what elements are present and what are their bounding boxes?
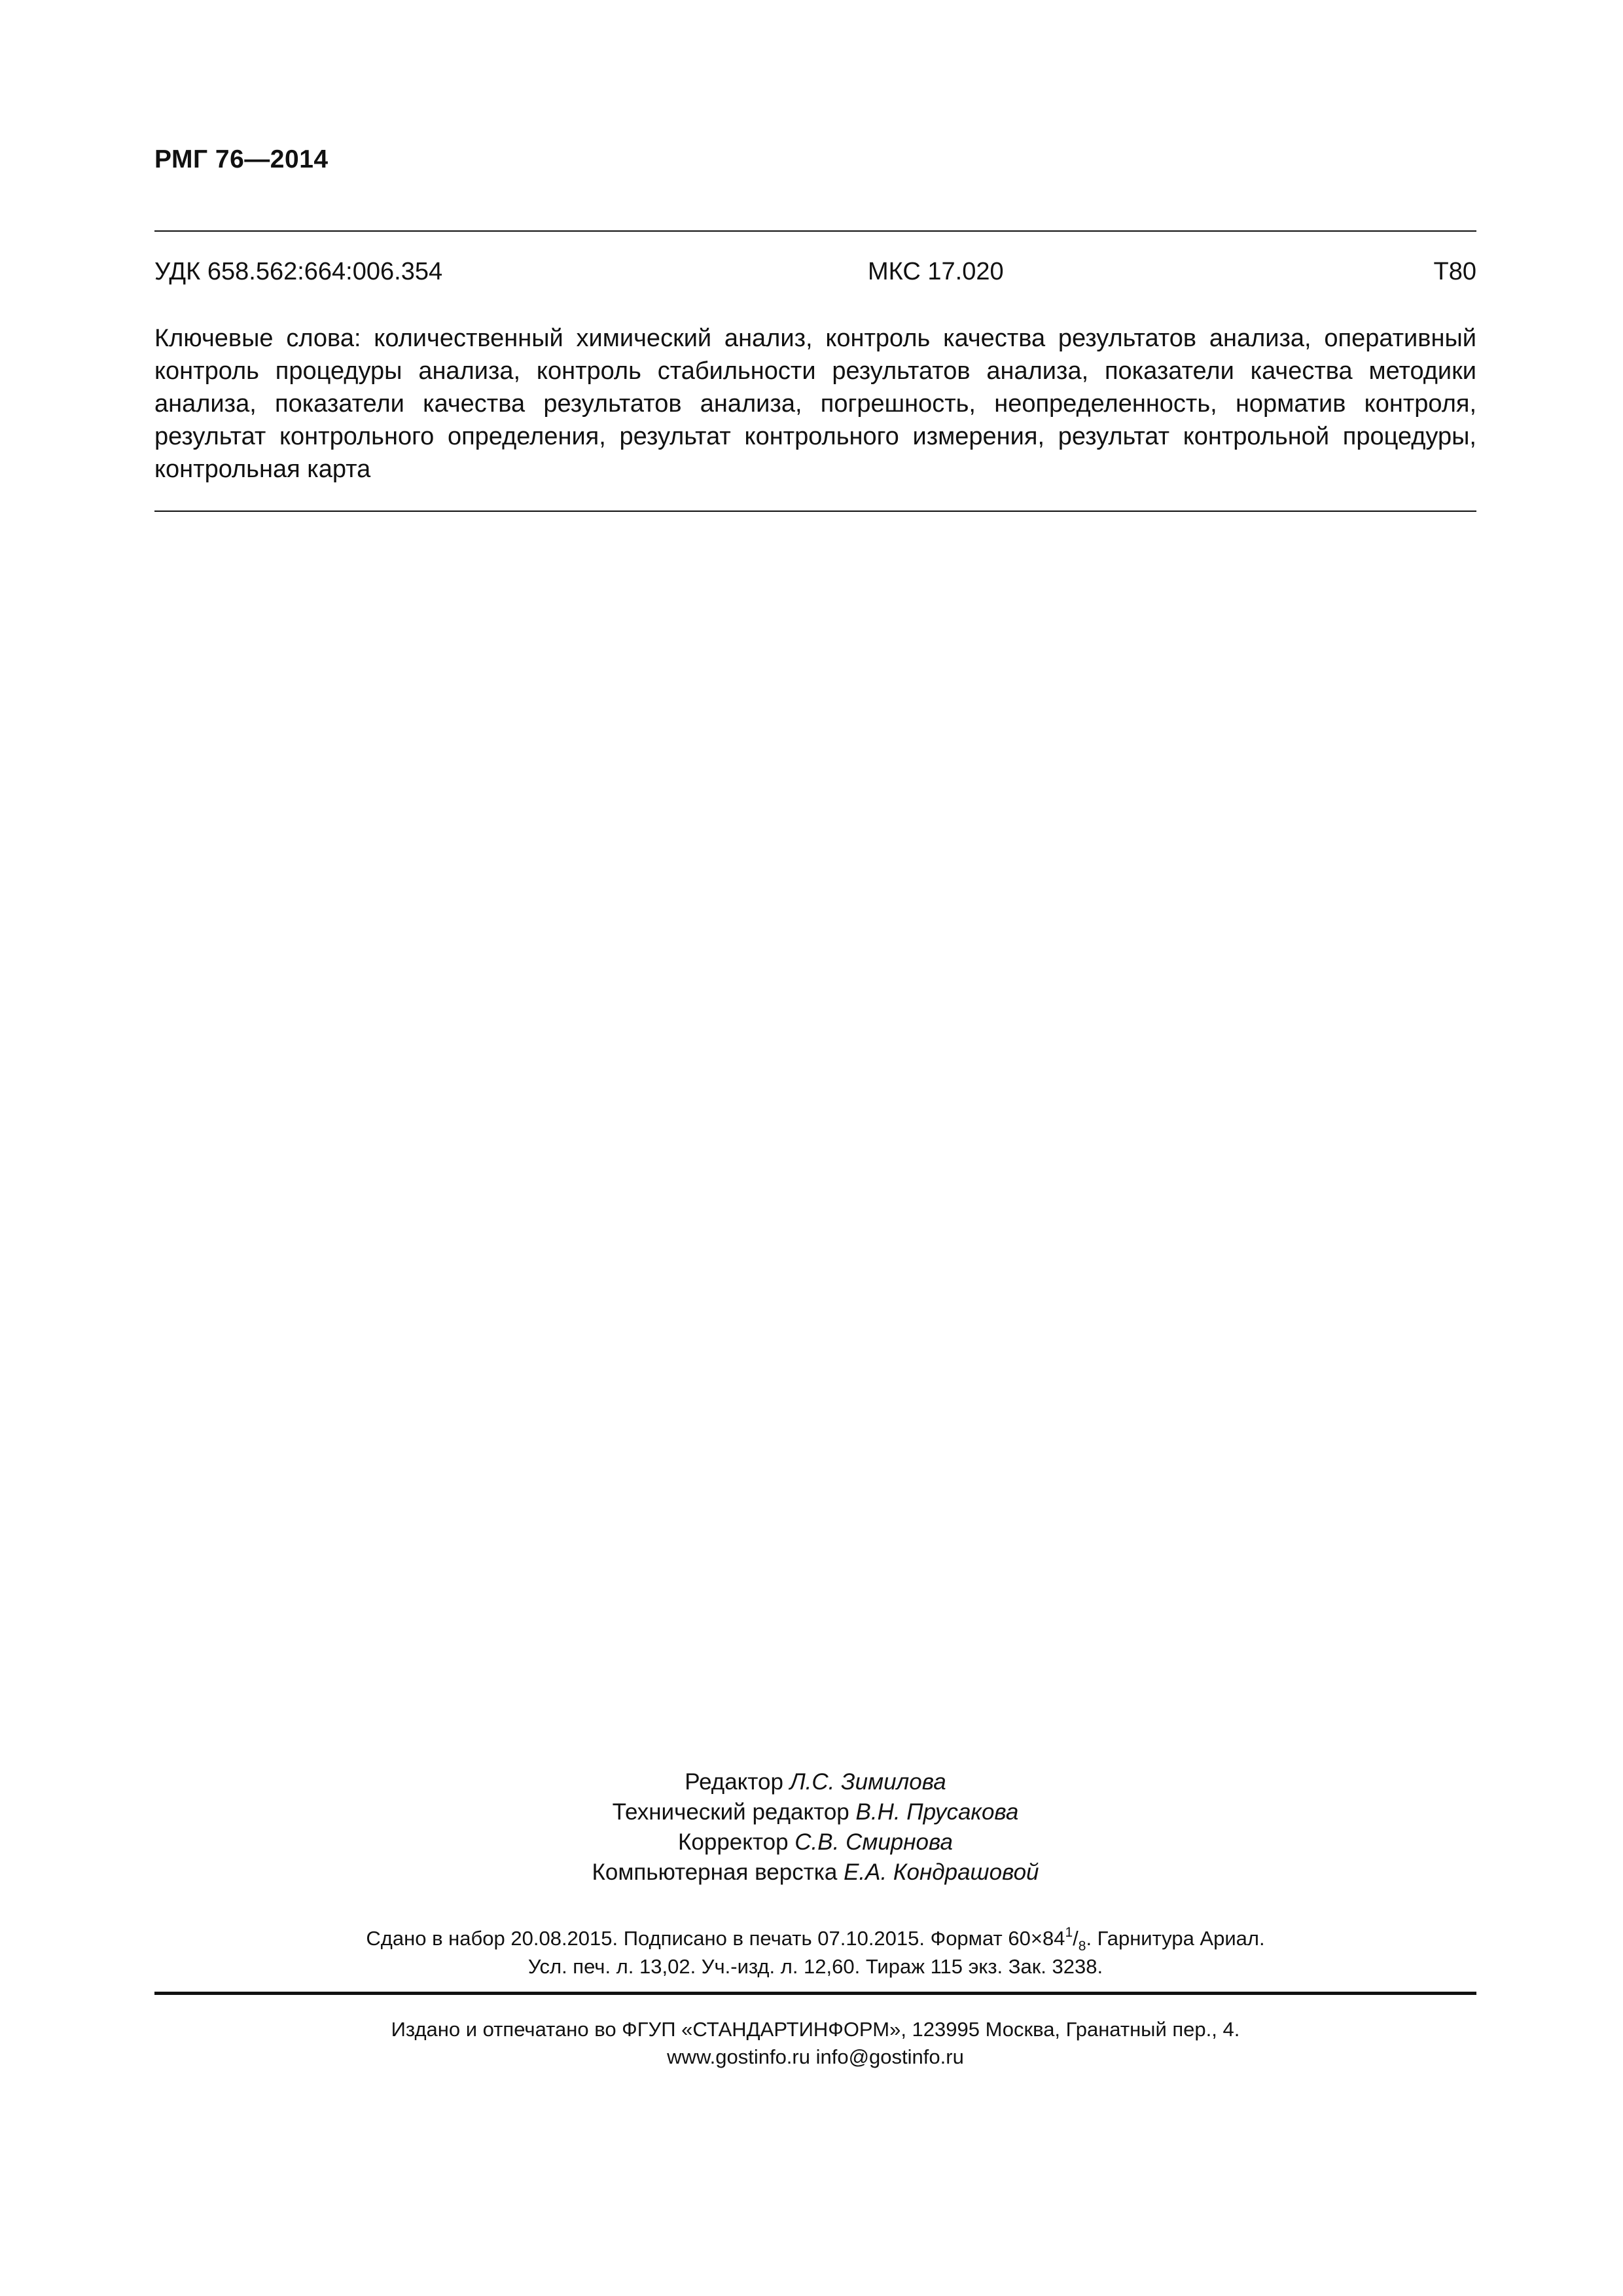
imprint-line-2: Усл. печ. л. 13,02. Уч.-изд. л. 12,60. Тираж 115 экз. Зак. 3238. [527,1955,1103,1978]
credit-name: Л.С. Зимилова [789,1769,946,1795]
format-fraction-numerator: 1 [1065,1925,1073,1940]
credit-corrector [154,1827,1476,1857]
keywords-paragraph: Ключевые слова: количественный химический анализ, контроль качества результатов анализа, оперативный контроль процедуры анализа, контроль стабильности результатов анализа, показатели качества методики анализа, показатели качества результатов анализа, погрешность, неопределенность, норматив контроля, результат контрольного определения, результат контрольного измерения, результат контрольной процедуры, контрольная карта [154,325,1476,483]
credit-editor [154,1767,1476,1797]
classification-row [154,258,1476,291]
imprint-text: Сдано в набор 20.08.2015. Подписано в печать 07.10.2015. Формат 60×84 [366,1927,1065,1950]
credit-name: Е.А. Кондрашовой [844,1859,1039,1885]
imprint-block [154,1924,1476,1981]
credit-layout [154,1857,1476,1888]
publisher-block [154,2016,1476,2071]
document-code: РМГ 76—2014 [154,145,329,173]
top-divider [154,230,1476,232]
credit-tech-editor [154,1797,1476,1827]
credit-name: В.Н. Прусакова [855,1799,1019,1825]
publisher-address: Издано и отпечатано во ФГУП «СТАНДАРТИНФОРМ», 123995 Москва, Гранатный пер., 4. [391,2018,1240,2041]
credit-role: Технический редактор [612,1799,849,1825]
format-fraction-denominator: 8 [1078,1939,1086,1954]
imprint-line-1 [154,1924,1476,1952]
publisher-divider [154,1992,1476,1995]
credit-name: С.В. Смирнова [794,1829,953,1855]
udk-code: УДК 658.562:664:006.354 [154,258,443,285]
imprint-text: . Гарнитура Ариал. [1086,1927,1265,1950]
credit-role: Компьютерная верстка [592,1859,838,1885]
credit-role: Корректор [678,1829,789,1855]
format-fraction-separator: / [1073,1927,1079,1950]
keywords-divider [154,511,1476,512]
publisher-web-contacts: www.gostinfo.ru info@gostinfo.ru [667,2045,964,2068]
credit-role: Редактор [685,1769,783,1795]
credits-block [154,1767,1476,1888]
t-code: Т80 [1433,258,1476,285]
mks-code: МКС 17.020 [868,258,1004,285]
